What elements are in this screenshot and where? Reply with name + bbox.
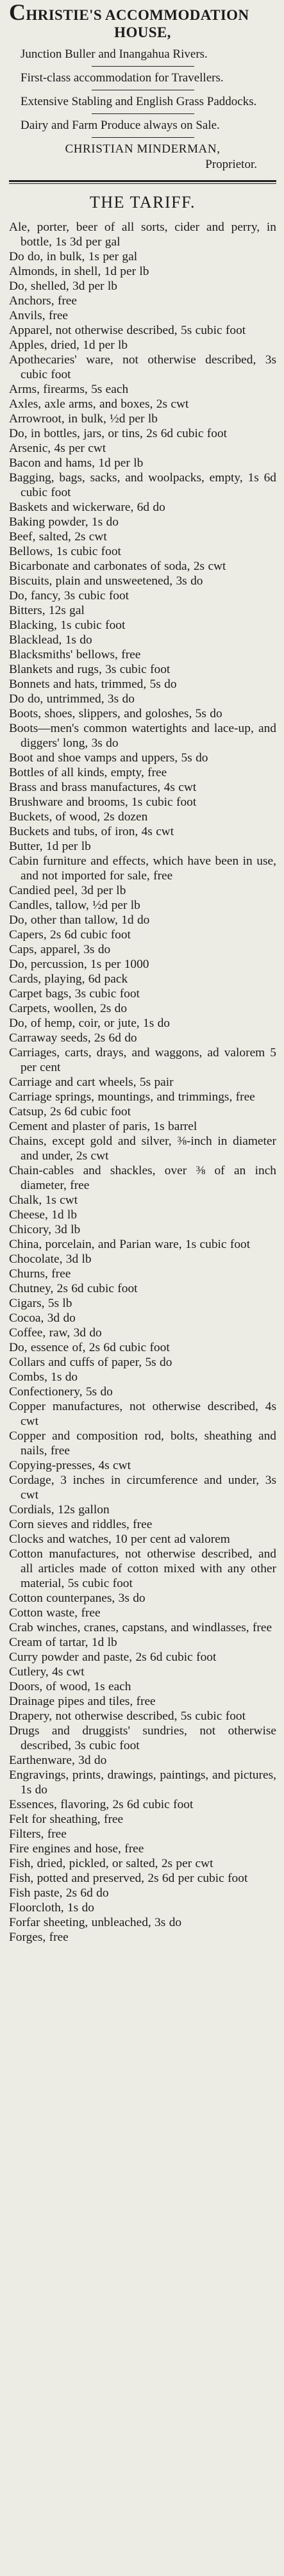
tariff-entry: Bonnets and hats, trimmed, 5s do — [9, 677, 177, 691]
tariff-entry: Do do, untrimmed, 3s do — [9, 692, 135, 706]
tariff-entry: Engravings, prints, drawings, paintings, and pictures, 1s do — [9, 1768, 276, 1797]
tariff-entry: Bottles of all kinds, empty, free — [9, 766, 167, 779]
tariff-entry: Blankets and rugs, 3s cubic foot — [9, 663, 171, 676]
tariff-entry: China, porcelain, and Parian ware, 1s cubic foot — [9, 1238, 251, 1251]
tariff-entry: Arrowroot, in bulk, ½d per lb — [9, 412, 158, 426]
tariff-entry: Apothecaries' ware, not otherwise described, 3s cubic foot — [9, 353, 276, 381]
tariff-entry: Butter, 1d per lb — [9, 840, 91, 853]
tariff-entry: Boot and shoe vamps and uppers, 5s do — [9, 751, 208, 765]
tariff-list — [9, 220, 276, 1945]
tariff-entry: Arsenic, 4s per cwt — [9, 442, 106, 455]
tariff-entry: Arms, firearms, 5s each — [9, 383, 129, 396]
tariff-entry: Carraway seeds, 2s 6d do — [9, 1031, 137, 1045]
tariff-entry: Felt for sheathing, free — [9, 1813, 124, 1826]
ad-line-travellers: First-class accommodation for Travellers. — [21, 71, 224, 85]
tariff-entry: Fish, potted and preserved, 2s 6d per cubic foot — [9, 1872, 248, 1885]
tariff-entry: Caps, apparel, 3s do — [9, 943, 111, 956]
tariff-entry: Curry powder and paste, 2s 6d cubic foot — [9, 1650, 217, 1664]
tariff-entry: Carriage springs, mountings, and trimmings, free — [9, 1090, 255, 1104]
tariff-entry: Do do, in bulk, 1s per gal — [9, 250, 138, 263]
tariff-entry: Apples, dried, 1d per lb — [9, 338, 128, 352]
ad-title-line2: HOUSE, — [114, 24, 171, 40]
ad-title-rest: HRISTIE'S ACCOMMODATION — [26, 7, 249, 23]
tariff-entry: Essences, flavoring, 2s 6d cubic foot — [9, 1798, 194, 1811]
tariff-entry: Catsup, 2s 6d cubic foot — [9, 1105, 131, 1118]
tariff-entry: Filters, free — [9, 1827, 67, 1841]
tariff-entry: Corn sieves and riddles, free — [9, 1518, 153, 1531]
tariff-entry: Buckets, of wood, 2s dozen — [9, 810, 148, 824]
section-double-rule — [9, 180, 276, 184]
tariff-entry: Cotton waste, free — [9, 1606, 101, 1620]
tariff-entry: Bellows, 1s cubic foot — [9, 545, 121, 558]
tariff-entry: Bitters, 12s gal — [9, 604, 85, 617]
tariff-entry: Drugs and druggists' sundries, not otherwise described, 3s cubic foot — [9, 1724, 276, 1752]
tariff-entry: Cement and plaster of paris, 1s barrel — [9, 1120, 197, 1133]
proprietor-name: CHRISTIAN MINDERMAN, — [65, 142, 221, 156]
tariff-entry: Bicarbonate and carbonates of soda, 2s cwt — [9, 560, 226, 573]
tariff-entry: Confectionery, 5s do — [9, 1385, 113, 1399]
tariff-entry: Carriage and cart wheels, 5s pair — [9, 1076, 174, 1089]
tariff-entry: Cotton manufactures, not otherwise described, and all articles made of cotton mixed with any other material, 5s cubic foot — [9, 1547, 276, 1590]
ad-divider — [92, 113, 194, 114]
tariff-heading: THE TARIFF. — [90, 193, 196, 212]
ad-line-dairy: Dairy and Farm Produce always on Sale. — [21, 119, 220, 132]
tariff-entry: Cordage, 3 inches in circumference and under, 3s cwt — [9, 1474, 276, 1502]
tariff-entry: Do, shelled, 3d per lb — [9, 279, 117, 293]
tariff-entry: Axles, axle arms, and boxes, 2s cwt — [9, 397, 189, 411]
tariff-entry: Cocoa, 3d do — [9, 1311, 76, 1325]
ad-title — [9, 0, 276, 25]
tariff-entry: Cheese, 1d lb — [9, 1208, 78, 1222]
tariff-entry: Bacon and hams, 1d per lb — [9, 456, 144, 470]
tariff-entry: Chocolate, 3d lb — [9, 1252, 92, 1266]
tariff-entry: Boots—men's common watertights and lace-up, and diggers' long, 3s do — [9, 722, 276, 750]
tariff-entry: Baking powder, 1s do — [9, 515, 119, 529]
tariff-entry: Copper manufactures, not otherwise described, 4s cwt — [9, 1400, 276, 1428]
tariff-entry: Earthenware, 3d do — [9, 1754, 107, 1767]
tariff-entry: Blacklead, 1s do — [9, 633, 92, 647]
tariff-entry: Candied peel, 3d per lb — [9, 884, 126, 897]
tariff-entry: Bagging, bags, sacks, and woolpacks, empty, 1s 6d cubic foot — [9, 471, 276, 499]
tariff-entry: Cordials, 12s gallon — [9, 1503, 110, 1517]
tariff-entry: Doors, of wood, 1s each — [9, 1680, 131, 1693]
tariff-entry: Forfar sheeting, unbleached, 3s do — [9, 1916, 182, 1929]
tariff-entry: Brass and brass manufactures, 4s cwt — [9, 781, 197, 794]
tariff-entry: Forges, free — [9, 1931, 69, 1944]
tariff-entry: Chutney, 2s 6d cubic foot — [9, 1282, 138, 1295]
tariff-entry: Do, other than tallow, 1d do — [9, 913, 150, 927]
ad-divider — [92, 137, 194, 138]
tariff-entry: Cabin furniture and effects, which have been in use, and not imported for sale, free — [9, 854, 276, 883]
tariff-entry: Do, of hemp, coir, or jute, 1s do — [9, 1017, 170, 1030]
proprietor-role: Proprietor. — [205, 158, 257, 171]
tariff-entry: Copying-presses, 4s cwt — [9, 1459, 131, 1472]
tariff-entry: Blacksmiths' bellows, free — [9, 648, 141, 661]
tariff-entry: Crab winches, cranes, capstans, and windlasses, free — [9, 1621, 272, 1634]
tariff-entry: Ale, porter, beer of all sorts, cider and perry, in bottle, 1s 3d per gal — [9, 220, 276, 249]
ad-location: Junction Buller and Inangahua Rivers. — [21, 47, 208, 61]
tariff-entry: Churns, free — [9, 1267, 71, 1281]
tariff-entry: Apparel, not otherwise described, 5s cubic foot — [9, 324, 246, 337]
tariff-entry: Do, fancy, 3s cubic foot — [9, 589, 129, 602]
tariff-entry: Cream of tartar, 1d lb — [9, 1636, 117, 1649]
tariff-entry: Almonds, in shell, 1d per lb — [9, 265, 149, 278]
tariff-entry: Carriages, carts, drays, and waggons, ad valorem 5 per cent — [9, 1046, 276, 1074]
tariff-entry: Brushware and brooms, 1s cubic foot — [9, 795, 197, 809]
tariff-entry: Cotton counterpanes, 3s do — [9, 1591, 146, 1605]
tariff-entry: Floorcloth, 1s do — [9, 1901, 94, 1915]
tariff-entry: Combs, 1s do — [9, 1370, 78, 1384]
tariff-entry: Drainage pipes and tiles, free — [9, 1695, 156, 1708]
tariff-entry: Drapery, not otherwise described, 5s cubic foot — [9, 1709, 246, 1723]
tariff-entry: Capers, 2s 6d cubic foot — [9, 928, 131, 942]
tariff-entry: Fire engines and hose, free — [9, 1842, 144, 1856]
tariff-entry: Chain-cables and shackles, over ⅜ of an inch diameter, free — [9, 1164, 276, 1192]
tariff-entry: Do, essence of, 2s 6d cubic foot — [9, 1341, 170, 1354]
tariff-entry: Anchors, free — [9, 294, 78, 308]
tariff-entry: Carpets, woollen, 2s do — [9, 1002, 128, 1015]
tariff-entry: Fish paste, 2s 6d do — [9, 1886, 109, 1900]
tariff-entry: Buckets and tubs, of iron, 4s cwt — [9, 825, 174, 838]
tariff-entry: Do, percussion, 1s per 1000 — [9, 958, 149, 971]
tariff-entry: Chalk, 1s cwt — [9, 1193, 78, 1207]
tariff-entry: Carpet bags, 3s cubic foot — [9, 987, 140, 1001]
tariff-entry: Cards, playing, 6d pack — [9, 972, 128, 986]
ad-line-stabling: Extensive Stabling and English Grass Paddocks. — [21, 95, 257, 108]
tariff-entry: Baskets and wickerware, 6d do — [9, 501, 165, 514]
tariff-entry: Fish, dried, pickled, or salted, 2s per cwt — [9, 1857, 213, 1870]
tariff-entry: Collars and cuffs of paper, 5s do — [9, 1356, 172, 1369]
ad-divider — [92, 66, 194, 67]
accommodation-advertisement — [9, 0, 276, 172]
tariff-entry: Boots, shoes, slippers, and goloshes, 5s do — [9, 707, 222, 720]
tariff-entry: Candles, tallow, ½d per lb — [9, 899, 140, 912]
tariff-entry: Biscuits, plain and unsweetened, 3s do — [9, 574, 203, 588]
tariff-entry: Coffee, raw, 3d do — [9, 1326, 102, 1340]
tariff-entry: Chains, except gold and silver, ⅜-inch in diameter and under, 2s cwt — [9, 1134, 276, 1163]
tariff-entry: Clocks and watches, 10 per cent ad valorem — [9, 1533, 230, 1546]
tariff-entry: Blacking, 1s cubic foot — [9, 619, 126, 632]
ad-title-initial: C — [9, 0, 26, 25]
tariff-entry: Chicory, 3d lb — [9, 1223, 81, 1236]
tariff-entry: Copper and composition rod, bolts, sheathing and nails, free — [9, 1429, 276, 1458]
tariff-entry: Anvils, free — [9, 309, 69, 322]
tariff-entry: Cigars, 5s lb — [9, 1297, 72, 1310]
tariff-entry: Cutlery, 4s cwt — [9, 1665, 85, 1679]
tariff-entry: Do, in bottles, jars, or tins, 2s 6d cubic foot — [9, 427, 228, 440]
tariff-entry: Beef, salted, 2s cwt — [9, 530, 107, 544]
